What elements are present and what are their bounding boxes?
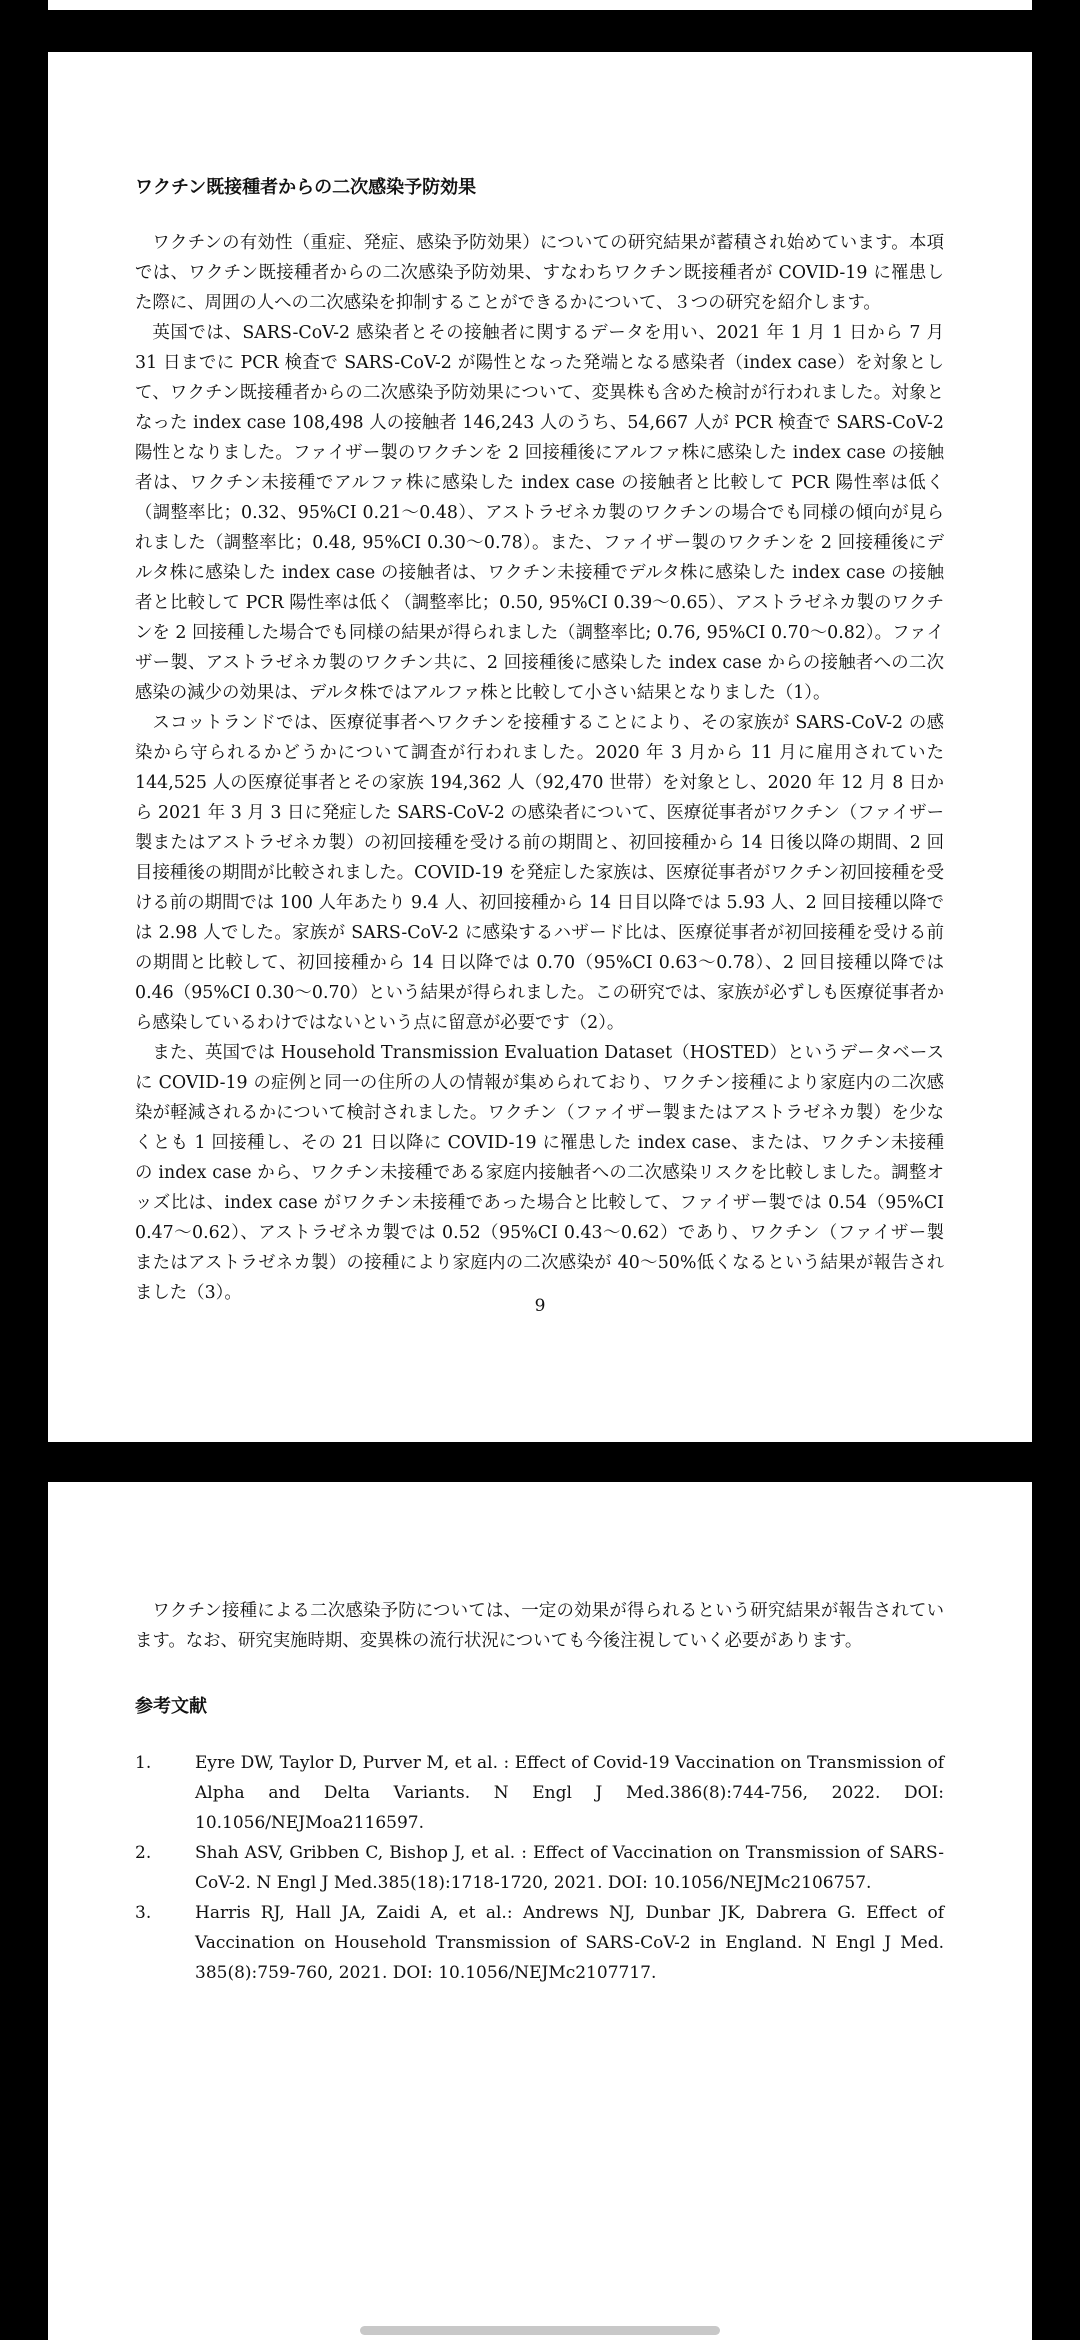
reference-text: Shah ASV, Gribben C, Bishop J, et al. : Effect of Vaccination on Transmission of SARS-CoV-2. N Engl J Med.385(18):1718-1720, 2021. DOI: 10.1056/NEJMc2106757. — [195, 1843, 944, 1893]
reference-number: 2. — [135, 1843, 152, 1863]
reference-item — [135, 1838, 944, 1898]
paragraph-hosted-study: また、英国では Household Transmission Evaluation Dataset（HOSTED）というデータベースに COVID-19 の症例と同一の住所の人の情報が集められており、ワクチン接種により家庭内の二次感染が軽減されるかについて検討されました。ワクチン（ファイザー製またはアストラゼネカ製）を少なくとも 1 回接種し、その 21 日以降に COVID-19 に罹患した index case、または、ワクチン未接種の index case から、ワクチン未接種である家庭内接触者への二次感染リスクを比較しました。調整オッズ比は、index case がワクチン未接種であった場合と比較して、ファイザー製では 0.54（95%CI 0.47〜0.62）、アストラゼネカ製では 0.52（95%CI 0.43〜0.62）であり、ワクチン（ファイザー製またはアストラゼネカ製）の接種により家庭内の二次感染が 40〜50%低くなるという結果が報告されました（3）。 — [135, 1043, 944, 1303]
reference-list — [135, 1748, 944, 1988]
paragraph-uk-study: 英国では、SARS-CoV-2 感染者とその接触者に関するデータを用い、2021 年 1 月 1 日から 7 月 31 日までに PCR 検査で SARS-CoV-2 が陽性となった発端となる感染者（index case）を対象として、ワクチン既接種者からの二次感染予防効果について、変異株も含めた検討が行われました。対象となった index case 108,498 人の接触者 146,243 人のうち、54,667 人が PCR 検査で SARS-CoV-2 陽性となりました。ファイザー製のワクチンを 2 回接種後にアルファ株に感染した index case の接触者は、ワクチン未接種でアルファ株に感染した index case の接触者と比較して PCR 陽性率は低く（調整率比；0.32、95%CI 0.21〜0.48）、アストラゼネカ製のワクチンの場合でも同様の傾向が見られました（調整率比；0.48, 95%CI 0.30〜0.78）。また、ファイザー製のワクチンを 2 回接種後にデルタ株に感染した index case の接触者は、ワクチン未接種でデルタ株に感染した index case の接触者と比較して PCR 陽性率は低く（調整率比；0.50, 95%CI 0.39〜0.65）、アストラゼネカ製のワクチンを 2 回接種した場合でも同様の結果が得られました（調整率比; 0.76, 95%CI 0.70〜0.82）。ファイザー製、アストラゼネカ製のワクチン共に、2 回接種後に感染した index case からの接触者への二次感染の減少の効果は、デルタ株ではアルファ株と比較して小さい結果となりました（1）。 — [135, 323, 944, 703]
reference-number: 1. — [135, 1753, 152, 1773]
paragraph-intro: ワクチンの有効性（重症、発症、感染予防効果）についての研究結果が蓄積され始めています。本項では、ワクチン既接種者からの二次感染予防効果、すなわちワクチン既接種者が COVID-19 に罹患した際に、周囲の人への二次感染を抑制することができるかについて、３つの研究を紹介します。 — [135, 233, 944, 313]
previous-page-edge — [48, 0, 1032, 10]
section-heading: ワクチン既接種者からの二次感染予防効果 — [135, 177, 477, 198]
reference-text: Harris RJ, Hall JA, Zaidi A, et al.: Andrews NJ, Dunbar JK, Dabrera G. Effect of Vaccination on Household Transmission of SARS-CoV-2 in England. N Engl J Med. 385(8):759-760, 2021. DOI: 10.1056/NEJMc2107717. — [195, 1903, 944, 1983]
conclusion-body — [135, 1596, 944, 1656]
section-body — [135, 228, 944, 1308]
paragraph-conclusion: ワクチン接種による二次感染予防については、一定の効果が得られるという研究結果が報告されています。なお、研究実施時期、変異株の流行状況についても今後注視していく必要があります。 — [135, 1601, 944, 1651]
reference-number: 3. — [135, 1903, 152, 1923]
paragraph-scotland-study: スコットランドでは、医療従事者へワクチンを接種することにより、その家族が SARS-CoV-2 の感染から守られるかどうかについて調査が行われました。2020 年 3 月から 11 月に雇用されていた 144,525 人の医療従事者とその家族 194,362 人（92,470 世帯）を対象とし、2020 年 12 月 8 日から 2021 年 3 月 3 日に発症した SARS-CoV-2 の感染者について、医療従事者がワクチン（ファイザー製またはアストラゼネカ製）の初回接種を受ける前の期間と、初回接種から 14 日後以降の期間、2 回目接種後の期間が比較されました。COVID-19 を発症した家族は、医療従事者がワクチン初回接種を受ける前の期間では 100 人年あたり 9.4 人、初回接種から 14 日目以降では 5.93 人、2 回目接種以降では 2.98 人でした。家族が SARS-CoV-2 に感染するハザード比は、医療従事者が初回接種を受ける前の期間と比較して、初回接種から 14 日以降では 0.70（95%CI 0.63〜0.78）、2 回目接種以降では 0.46（95%CI 0.30〜0.70）という結果が得られました。この研究では、家族が必ずしも医療従事者から感染しているわけではないという点に留意が必要です（2）。 — [135, 713, 944, 1033]
reference-item — [135, 1898, 944, 1988]
home-indicator[interactable] — [360, 2326, 720, 2335]
references-heading: 参考文献 — [135, 1696, 207, 1717]
document-page-9 — [48, 52, 1032, 1442]
reference-text: Eyre DW, Taylor D, Purver M, et al. : Effect of Covid-19 Vaccination on Transmission of Alpha and Delta Variants. N Engl J Med.386(8):744-756, 2022. DOI: 10.1056/NEJMoa2116597. — [195, 1753, 944, 1833]
document-page-10 — [48, 1482, 1032, 2340]
page-number: 9 — [534, 1296, 546, 1316]
reference-item — [135, 1748, 944, 1838]
